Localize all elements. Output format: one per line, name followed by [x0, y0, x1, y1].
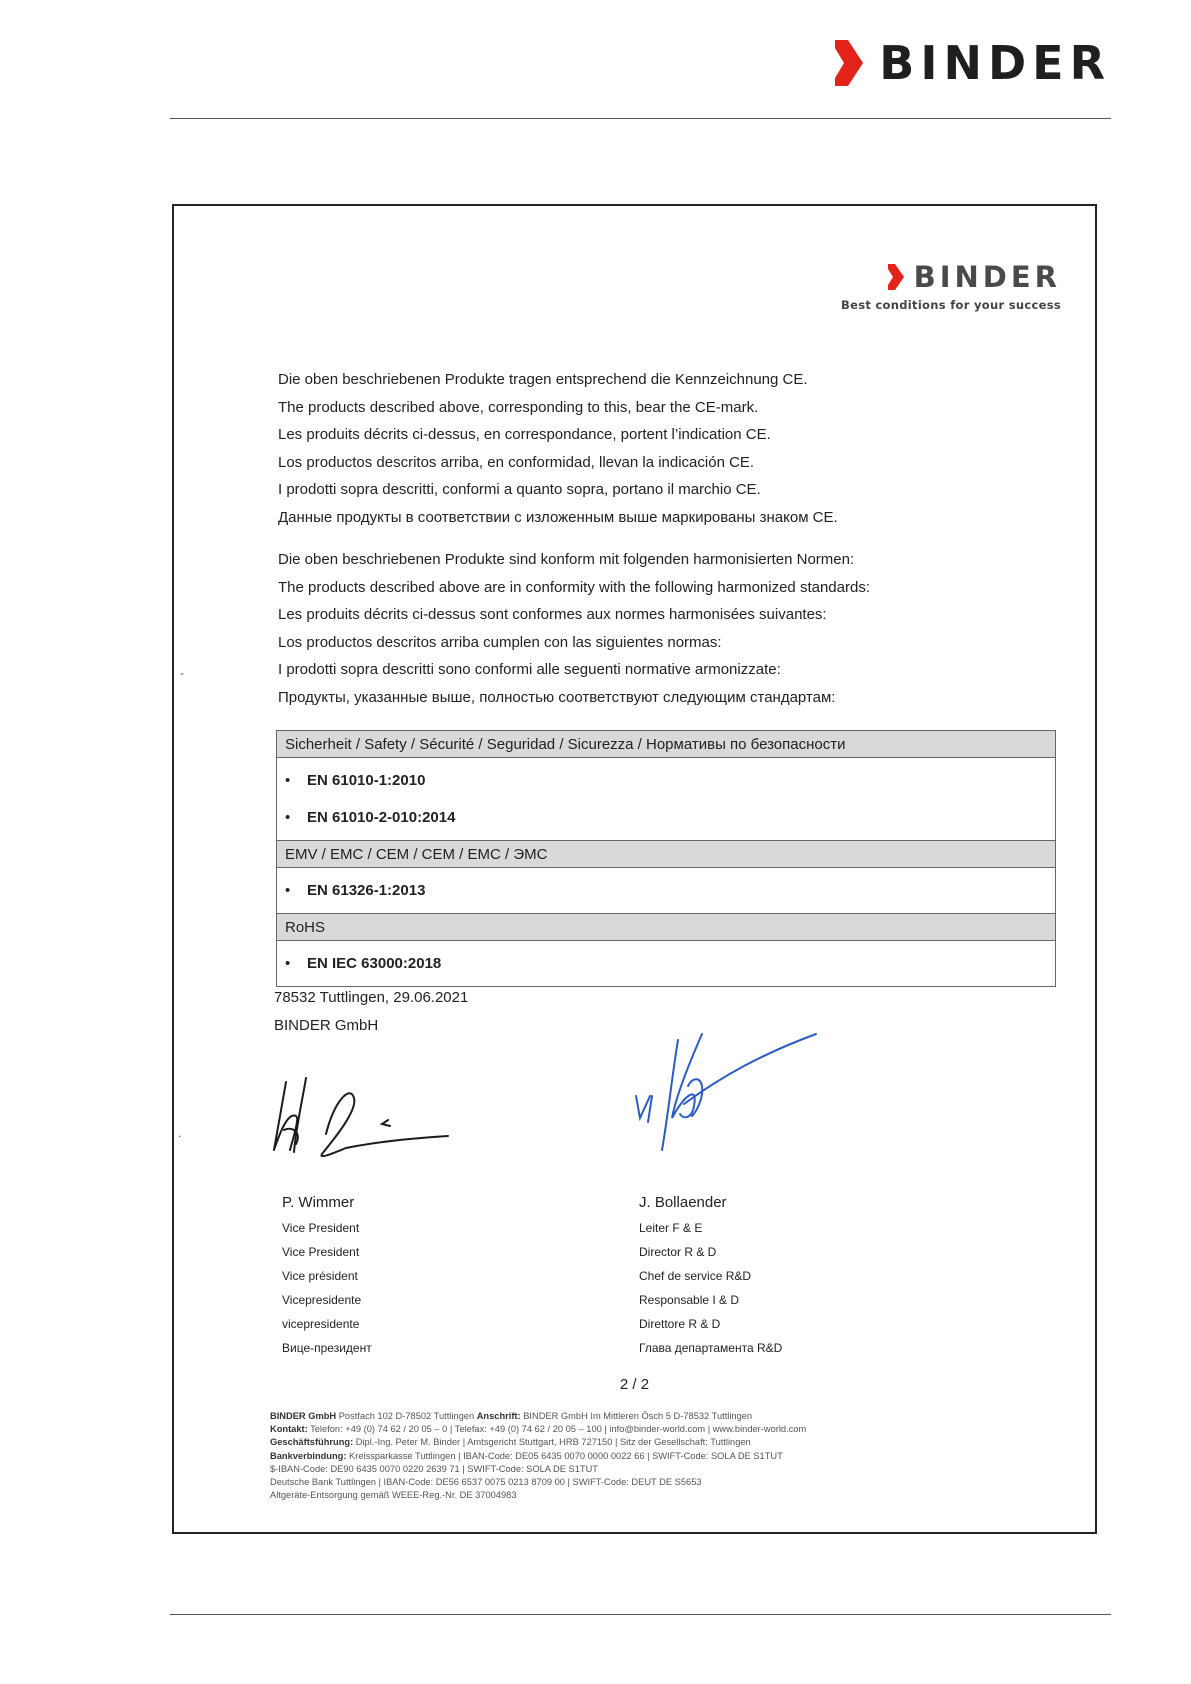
standard-item	[285, 799, 1047, 836]
declaration-document	[172, 204, 1097, 1534]
signatory-title: Responsable I & D	[639, 1293, 740, 1307]
stray-mark: -	[180, 666, 184, 680]
footer-rule	[170, 1614, 1111, 1615]
ce-statement: Данные продукты в соответствии с изложенным выше маркированы знаком CE.	[278, 508, 838, 526]
standard-item	[285, 872, 1047, 909]
signatory-left	[282, 1190, 372, 1360]
footer-line: Bankverbindung: Kreissparkasse Tuttlingen | IBAN-Code: DE05 6435 0070 0000 0022 66 | SWIFT-Code: SOLA DE S1TUT	[270, 1450, 783, 1461]
signatory-title: Вице-президент	[282, 1341, 372, 1355]
standard-code: EN 61326-1:2013	[307, 882, 426, 899]
ce-statement: Los productos descritos arriba, en conformidad, llevan la indicación CE.	[278, 453, 755, 471]
ce-statement: Die oben beschriebenen Produkte tragen entsprechend die Kennzeichnung CE.	[278, 371, 808, 388]
document-slogan: Best conditions for your success	[841, 298, 1061, 312]
conformity-statement: Продукты, указанные выше, полностью соответствуют следующим стандартам:	[278, 688, 836, 706]
bullet: •	[285, 955, 291, 972]
header-rule	[170, 118, 1111, 119]
signatory-name: J. Bollaender	[639, 1194, 727, 1211]
standard-item	[285, 945, 1047, 982]
signature-right-image	[622, 1026, 822, 1156]
company-footer	[270, 1410, 990, 1502]
bullet: •	[285, 882, 291, 899]
conformity-statement: Les produits décrits ci-dessus sont conformes aux normes harmonisées suivantes:	[278, 606, 827, 623]
standards-section-items	[277, 941, 1056, 987]
signatory-right	[639, 1190, 782, 1360]
ce-statement: The products described above, corresponding to this, bear the CE-mark.	[278, 398, 759, 416]
bullet: •	[285, 809, 291, 826]
bullet: •	[285, 772, 291, 789]
signature-left-image	[266, 1072, 466, 1162]
standards-section-heading: RoHS	[277, 914, 1056, 941]
signatory-title: Chef de service R&D	[639, 1269, 752, 1283]
signatory-title: vicepresidente	[282, 1317, 360, 1331]
signatory-title: Vice président	[282, 1269, 358, 1283]
conformity-statement-block	[278, 546, 978, 711]
standard-item	[285, 762, 1047, 799]
signatory-title: Vicepresidente	[282, 1293, 362, 1307]
signatory-title: Director R & D	[639, 1245, 717, 1259]
standard-code: EN IEC 63000:2018	[307, 955, 442, 972]
standards-section-heading: EMV / EMC / CEM / CEM / EMC / ЭМС	[277, 841, 1056, 868]
standards-section-items	[277, 868, 1056, 914]
conformity-statement: Los productos descritos arriba cumplen con las siguientes normas:	[278, 633, 722, 651]
binder-logo-mark-icon	[888, 264, 908, 290]
place-and-date-block	[274, 984, 468, 1039]
page-number: 2 / 2	[619, 1376, 650, 1393]
conformity-statement: The products described above are in conformity with the following harmonized standards:	[278, 578, 870, 596]
conformity-statement: I prodotti sopra descritti sono conformi alle seguenti normative armonizzate:	[278, 661, 781, 678]
footer-line: Kontakt: Telefon: +49 (0) 74 62 / 20 05 – 0 | Telefax: +49 (0) 74 62 / 20 05 – 100 | info@binder-world.com | www.binder-world.com	[270, 1424, 807, 1435]
stray-mark: .	[178, 1126, 182, 1140]
footer-line: BINDER GmbH Postfach 102 D-78502 Tuttlingen Anschrift: BINDER GmbH Im Mittleren Ösch 5 D-78532 Tuttlingen	[270, 1411, 753, 1421]
signatory-title: Vice President	[282, 1245, 360, 1259]
ce-statement: Les produits décrits ci-dessus, en correspondance, portent l’indication CE.	[278, 426, 771, 443]
standards-table	[276, 730, 1056, 987]
signatory-title: Vice President	[282, 1221, 360, 1235]
page-header-logo	[835, 36, 1111, 90]
signatory-title: Глава департамента R&D	[639, 1341, 783, 1355]
standards-section-items	[277, 758, 1056, 841]
company-name: BINDER GmbH	[274, 1016, 379, 1034]
footer-line: Deutsche Bank Tuttlingen | IBAN-Code: DE56 6537 0075 0213 8709 00 | SWIFT-Code: DEUT DE S5653	[270, 1477, 702, 1488]
footer-line: $-IBAN-Code: DE90 6435 0070 0220 2639 71 | SWIFT-Code: SOLA DE S1TUT	[270, 1463, 598, 1474]
page-header-logo-text: BINDER	[879, 36, 1111, 90]
footer-line: Altgeräte-Entsorgung gemäß WEEE-Reg.-Nr. DE 37004983	[270, 1490, 517, 1501]
conformity-statement: Die oben beschriebenen Produkte sind konform mit folgenden harmonisierten Normen:	[278, 551, 855, 568]
binder-logo-mark-icon	[835, 40, 871, 86]
standard-code: EN 61010-1:2010	[307, 772, 426, 789]
ce-statement: I prodotti sopra descritti, conformi a quanto sopra, portano il marchio CE.	[278, 481, 761, 498]
ce-statement-block	[278, 366, 978, 531]
footer-line: Geschäftsführung: Dipl.-Ing. Peter M. Binder | Amtsgericht Stuttgart, HRB 727150 | Sitz der Gesellschaft: Tuttlingen	[270, 1437, 751, 1448]
signatory-title: Leiter F & E	[639, 1221, 703, 1235]
standard-code: EN 61010-2-010:2014	[307, 809, 456, 826]
signatory-title: Direttore R & D	[639, 1317, 721, 1331]
standards-section-heading: Sicherheit / Safety / Sécurité / Seguridad / Sicurezza / Нормативы по безопасности	[277, 731, 1056, 758]
place-date: 78532 Tuttlingen, 29.06.2021	[274, 989, 469, 1006]
document-logo-text: BINDER	[913, 260, 1061, 294]
document-logo	[841, 262, 1061, 312]
signatory-name: P. Wimmer	[282, 1194, 355, 1211]
